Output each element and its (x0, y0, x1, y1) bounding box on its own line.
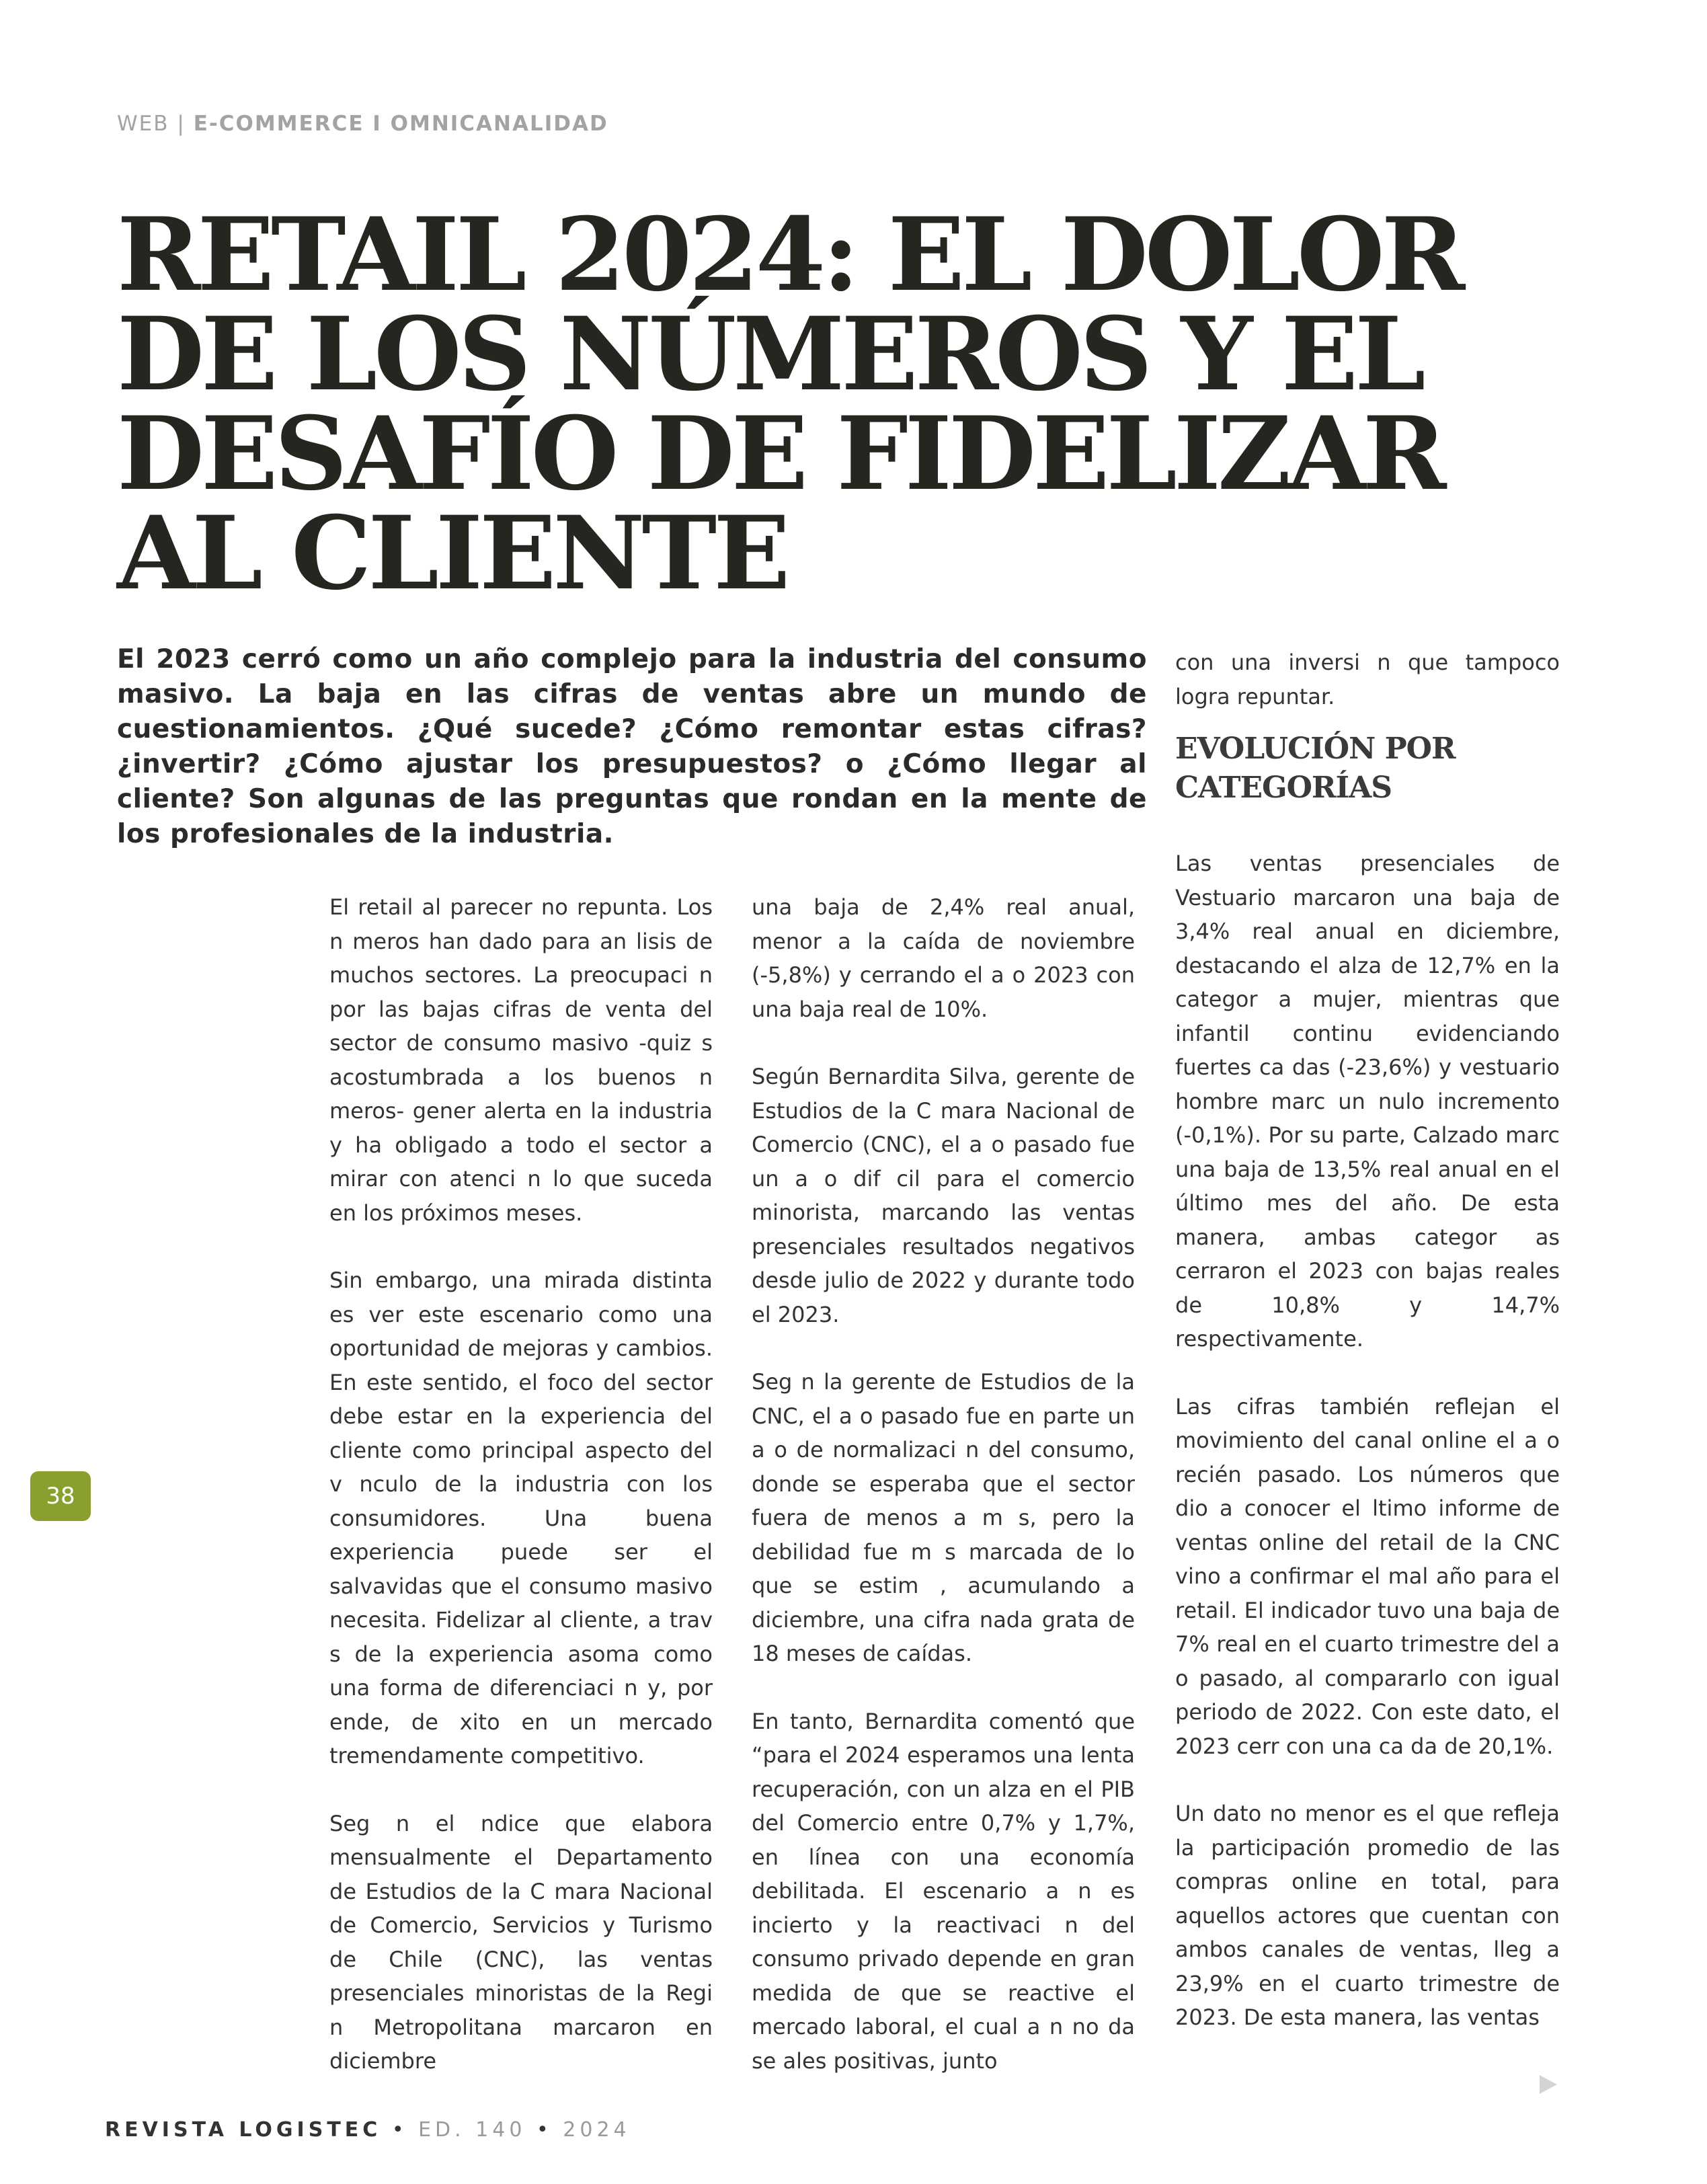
footer-year: 2024 (563, 2118, 631, 2142)
body-paragraph: Sin embargo, una mirada distinta es ver este escenario como una oportunidad de mejoras y cambios. En este sentido, el foco del sector debe estar en la experiencia del cliente como principal aspecto del v nculo de la industria con los consumidores. Una buena experiencia puede ser el salvavidas que el consumo masivo necesita. Fidelizar al cliente, a trav s de la experiencia asoma como una forma de diferenciaci n y, por ende, de xito en un mercado tremendamente competitivo. (329, 1268, 713, 1768)
next-page-arrow-icon[interactable] (1540, 2075, 1557, 2094)
section-heading: EVOLUCIÓN POR CATEGORÍAS (1175, 732, 1456, 805)
page-footer (105, 2118, 631, 2142)
body-paragraph: Seg n la gerente de Estudios de la CNC, el a o pasado fue en parte un a o de normalizaci n del consumo, donde se esperaba que el sector fuera de menos a m s, pero la debilidad fue m s marcada de lo que se estim , acumulando a diciembre, una cifra nada grata de 18 meses de caídas. (752, 1369, 1135, 1666)
body-paragraph: con una inversi n que tampoco logra repuntar. (1175, 650, 1560, 709)
section-kicker (117, 112, 608, 136)
footer-edition: ED. 140 (418, 2118, 526, 2142)
body-paragraph: Seg n el ndice que elabora mensualmente el Departamento de Estudios de la C mara Nacional de Comercio, Servicios y Turismo de Chile (CNC), las ventas presenciales minoristas de la Regi n Metropolitana marcaron en diciembre (329, 1810, 713, 2074)
body-paragraph: Según Bernardita Silva, gerente de Estudios de la C mara Nacional de Comercio (CNC), el a o pasado fue un a o dif cil para el comercio minorista, marcando las ventas presenciales resultados negativos desde julio de 2022 y durante todo el 2023. (752, 1064, 1135, 1327)
body-column-3 (1175, 646, 1560, 2068)
body-paragraph: una baja de 2,4% real anual, menor a la caída de noviembre (-5,8%) y cerrando el a o 2023 con una baja real de 10%. (752, 894, 1135, 1022)
page-number: 38 (46, 1483, 75, 1510)
page-number-badge (30, 1471, 91, 1521)
footer-magazine: REVISTA LOGISTEC (105, 2118, 382, 2142)
headline-line: AL CLIENTE (117, 494, 787, 613)
headline-line: DE LOS NÚMEROS Y EL (117, 295, 1423, 414)
body-column-2 (752, 890, 1135, 2111)
body-column-1 (329, 890, 713, 2112)
body-paragraph: En tanto, Bernardita comentó que “para el 2024 esperamos una lenta recuperación, con un alza en el PIB del Comercio entre 0,7% y 1,7%, en línea con una economía debilitada. El escenario a n es incierto y la reactivaci n del consumo privado depende en gran medida de que se reactive el mercado laboral, el cual a n no da se ales positivas, junto (752, 1708, 1135, 2074)
kicker-web: WEB (117, 112, 169, 136)
footer-bullet: • (391, 2118, 408, 2142)
body-paragraph: Un dato no menor es el que refleja la participación promedio de las compras online en total, para aquellos actores que cuentan con ambos canales de ventas, lleg a 23,9% en el cuarto trimestre de 2023. De esta manera, las ventas (1175, 1801, 1560, 2030)
footer-bullet: • (537, 2118, 553, 2142)
article-lead: El 2023 cerró como un año complejo para la industria del consumo masivo. La baja en las cifras de ventas abre un mundo de cuestionamientos. ¿Qué sucede? ¿Cómo remontar estas cifras? ¿invertir? ¿Cómo ajustar los presupuestos? o ¿Cómo llegar al cliente? Son algunas de las preguntas que rondan en la mente de los profesionales de la industria. (117, 644, 1147, 849)
body-paragraph: El retail al parecer no repunta. Los n meros han dado para an lisis de muchos sectores. La preocupaci n por las bajas cifras de venta del sector de consumo masivo -quiz s acostumbrada a los buenos n meros- gener alerta en la industria y ha obligado a todo el sector a mirar con atenci n lo que suceda en los próximos meses. (329, 894, 713, 1226)
kicker-separator: | (177, 112, 186, 136)
headline-line: DESAFÍO DE FIDELIZAR (117, 395, 1443, 513)
article-headline (117, 196, 1462, 613)
body-paragraph: Las ventas presenciales de Vestuario marcaron una baja de 3,4% real anual en diciembre, destacando el alza de 12,7% en la categor a mujer, mientras que infantil continu evidenciando fuertes ca das (-23,6%) y vestuario hombre marc un nulo incremento (-0,1%). Por su parte, Calzado marc una baja de 13,5% real anual en el último mes del año. De esta manera, ambas categor as cerraron el 2023 con bajas reales de 10,8% y 14,7% respectivamente. (1175, 851, 1560, 1352)
kicker-category: E-COMMERCE I OMNICANALIDAD (193, 112, 608, 136)
headline-line: RETAIL 2024: EL DOLOR (117, 196, 1462, 314)
body-paragraph: Las cifras también reflejan el movimiento del canal online el a o recién pasado. Los números que dio a conocer el ltimo informe de ventas online del retail de la CNC vino a confirmar el mal año para el retail. El indicador tuvo una baja de 7% real en el cuarto trimestre del a o pasado, al compararlo con igual periodo de 2022. Con este dato, el 2023 cerr con una ca da de 20,1%. (1175, 1393, 1560, 1759)
